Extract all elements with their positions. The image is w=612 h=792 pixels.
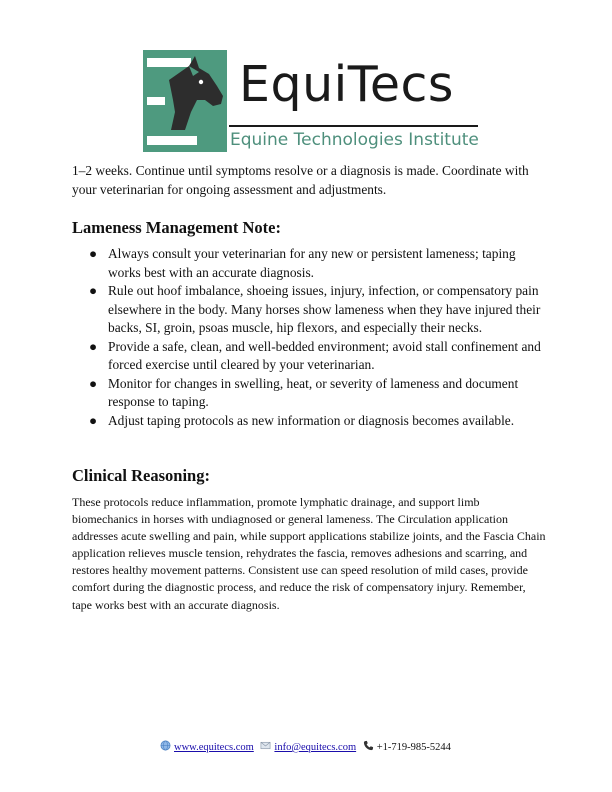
logo-wordmark: EquiTecs	[239, 56, 454, 113]
list-item-text: Provide a safe, clean, and well-bedded environment; avoid stall confinement and forced exercise until cleared by your veterinarian.	[108, 338, 541, 372]
horse-head-logo-icon	[143, 50, 227, 152]
logo-subtitle: Equine Technologies Institute	[230, 130, 479, 150]
bullet-icon: ●	[89, 412, 98, 428]
bullet-icon: ●	[89, 246, 98, 261]
lameness-list	[72, 245, 542, 430]
phone-icon	[363, 740, 374, 751]
list-item-text: Adjust taping protocols as new information or diagnosis becomes available.	[108, 412, 515, 428]
website-link[interactable]: www.equitecs.com	[174, 742, 254, 753]
list-item-text: Rule out hoof imbalance, shoeing issues, injury, infection, or compensatory pain elsewhere in the body. Many horses show lameness when they have injured their backs, SI, groin, psoas muscle, hip flexors, and especially their necks.	[108, 283, 541, 335]
list-item	[72, 338, 542, 375]
list-item-text: Always consult your veterinarian for any new or persistent lameness; taping works best with an accurate diagnosis.	[108, 246, 516, 280]
list-item	[72, 375, 542, 412]
email-link[interactable]: info@equitecs.com	[274, 742, 357, 753]
globe-icon	[160, 740, 171, 751]
bullet-icon: ●	[89, 283, 98, 298]
list-item	[72, 282, 542, 338]
email-icon	[260, 740, 271, 751]
lameness-heading: Lameness Management Note:	[72, 218, 281, 237]
clinical-heading: Clinical Reasoning:	[72, 466, 210, 485]
list-item-text: Monitor for changes in swelling, heat, or severity of lameness and document response to taping.	[108, 375, 519, 409]
bullet-icon: ●	[89, 375, 98, 391]
intro-paragraph: 1–2 weeks. Continue until symptoms resolve or a diagnosis is made. Coordinate with your veterinarian for ongoing assessment and adjustments.	[72, 163, 529, 197]
logo-divider	[229, 125, 478, 127]
footer-contact	[160, 740, 451, 755]
list-item	[72, 412, 542, 431]
phone-number: +1-719-985-5244	[376, 742, 451, 753]
list-item	[72, 245, 542, 282]
equitecs-logo	[143, 49, 478, 155]
clinical-paragraph: These protocols reduce inflammation, promote lymphatic drainage, and support limb biomechanics in horses with undiagnosed or general lameness. The Circulation application addresses acute swelling and pain, while support applications stabilize joints, and the Fascia Chain application relieves muscle tension, rehydrates the fascia, removes adhesions and scarring, and restores healthy movement patterns. Consistent use can speed resolution of mild cases, provide comfort during the diagnostic process, and reduce the risk of compensatory injury. Remember, tape works best with an accurate diagnosis.	[72, 495, 546, 612]
bullet-icon: ●	[89, 338, 98, 354]
